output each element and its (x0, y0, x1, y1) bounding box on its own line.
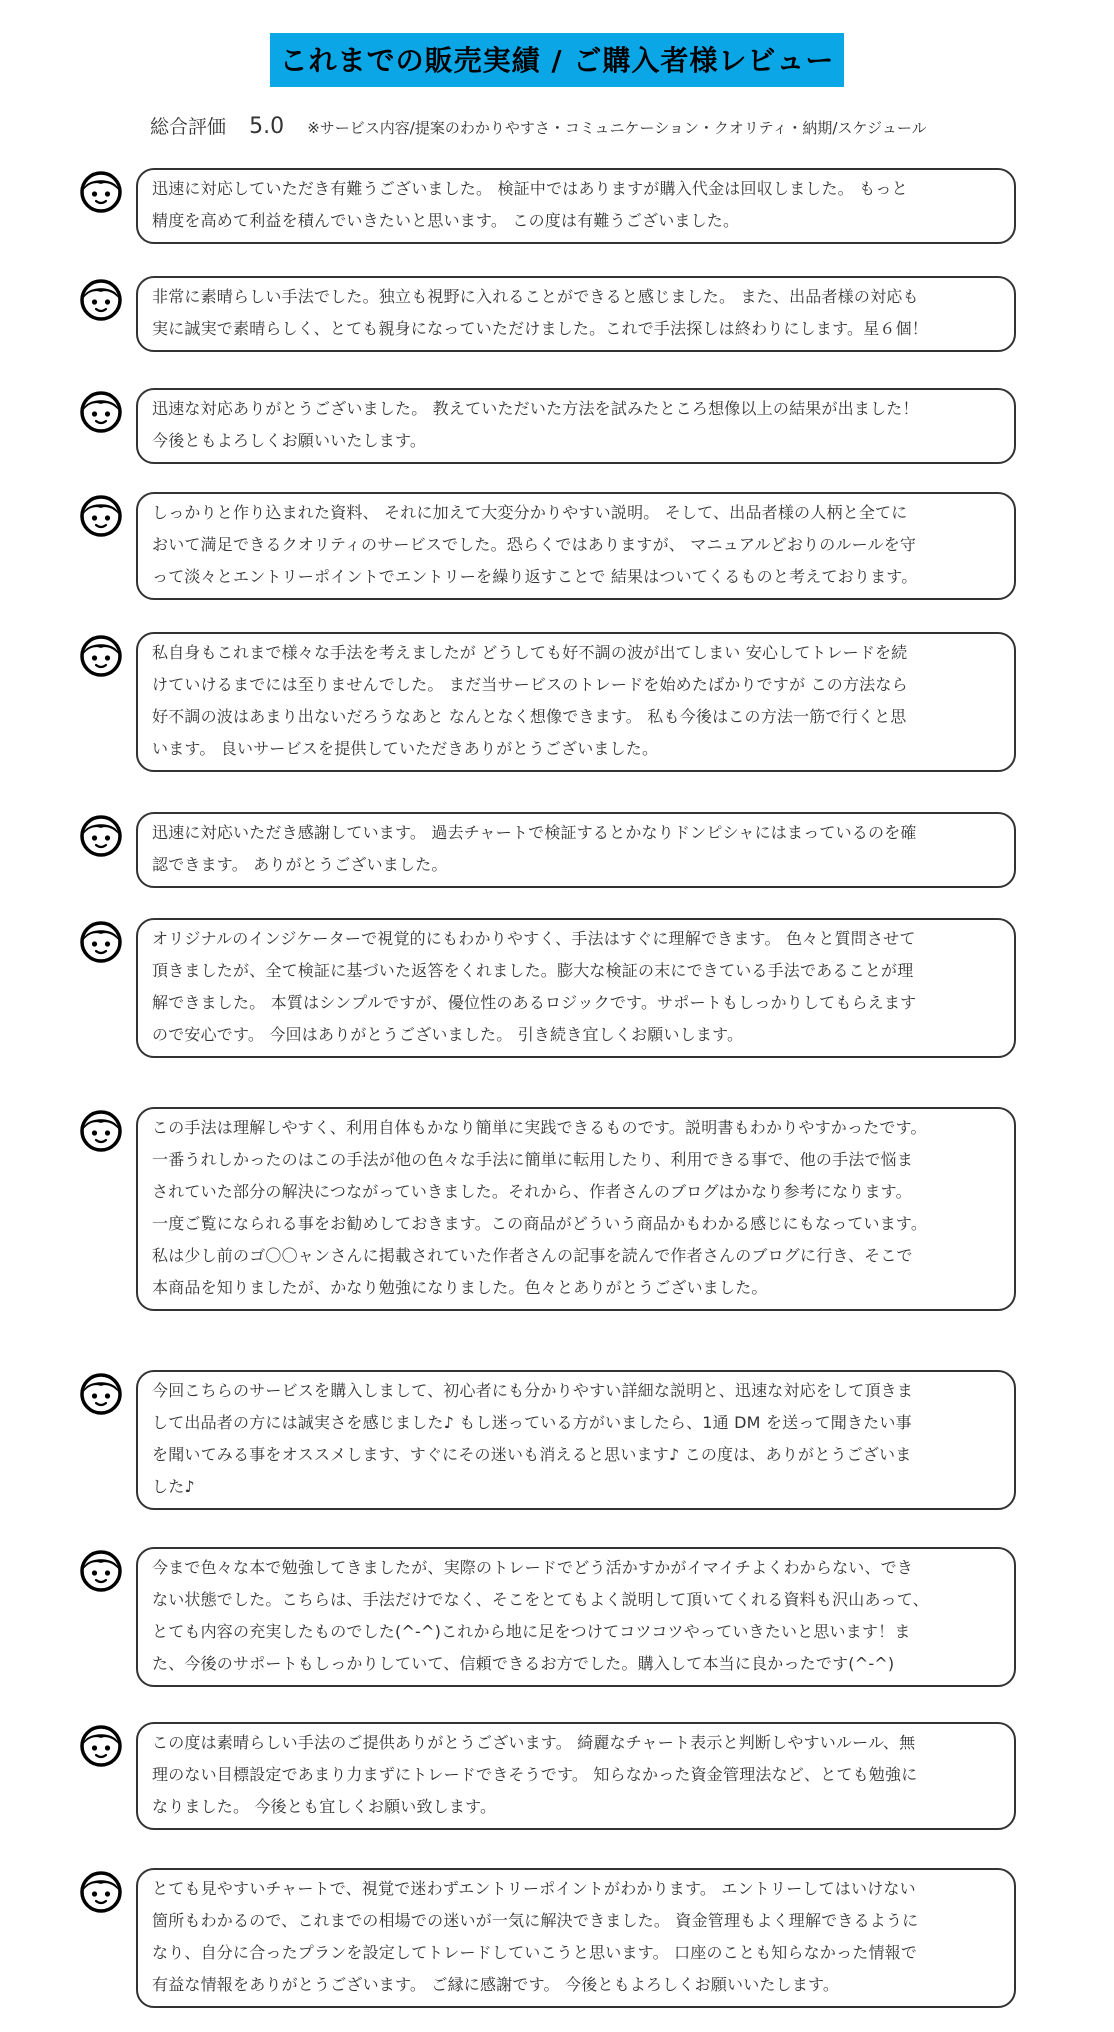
review-text-line: 迅速に対応していただき有難うございました。 検証中ではありますが購入代金は回収しました。 もっと (152, 179, 908, 198)
review-bubble (136, 276, 1016, 352)
reviewer-avatar-icon (80, 635, 122, 677)
page-title: これまでの販売実績 / ご購入者様レビュー (270, 33, 845, 87)
review-text-line: 好不調の波はあまり出ないだろうなあと なんとなく想像できます。 私も今後はこの方法一筋で行くと思 (152, 707, 907, 726)
rating-note: ※サービス内容/提案のわかりやすさ・コミュニケーション・クオリティ・納期/スケジュール (307, 119, 927, 137)
review-text-line: って淡々とエントリーポイントでエントリーを繰り返すことで 結果はついてくるものと考えております。 (152, 567, 918, 586)
review-bubble (136, 1107, 1016, 1311)
review-text-line: なり、自分に合ったプランを設定してトレードしていこうと思います。 口座のことも知らなかった情報で (152, 1943, 918, 1962)
review-text-line: けていけるまでには至りませんでした。 まだ当サービスのトレードを始めたばかりですが この方法なら (152, 675, 908, 694)
reviewer-avatar-icon (80, 171, 122, 213)
review-text-line: とても内容の充実したものでした(^-^)これから地に足をつけてコツコツやっていきたいと思います！ま (152, 1622, 911, 1641)
review-text-line: おいて満足できるクオリティのサービスでした。恐らくではありますが、 マニュアルどおりのルールを守 (152, 535, 917, 554)
reviewer-avatar-icon (80, 815, 122, 857)
review-text-line: 私自身もこれまで様々な手法を考えましたが どうしても好不調の波が出てしまい 安心してトレードを続 (152, 643, 908, 662)
rating-label: 総合評価 (150, 116, 227, 138)
review-text-line: 一度ご覧になられる事をお勧めしておきます。この商品がどういう商品かもわかる感じにもなっています。 (152, 1214, 928, 1233)
review-text-line: 非常に素晴らしい手法でした。独立も視野に入れることができると感じました。 また、出品者様の対応も (152, 287, 919, 306)
reviewer-avatar-icon (80, 1110, 122, 1152)
review-text-line: 箇所もわかるので、これまでの相場での迷いが一気に解決できました。 資金管理もよく理解できるように (152, 1911, 919, 1930)
review-text-line: 一番うれしかったのはこの手法が他の色々な手法に簡単に転用したり、利用できる事で、他の手法で悩ま (152, 1150, 914, 1169)
reviewer-avatar-icon (80, 1725, 122, 1767)
review-text-line: この手法は理解しやすく、利用自体もかなり簡単に実践できるものです。説明書もわかりやすかったです。 (152, 1118, 927, 1137)
reviewer-avatar-icon (80, 495, 122, 537)
review-text-line: 本商品を知りましたが、かなり勉強になりました。色々とありがとうございました。 (152, 1278, 768, 1297)
reviewer-avatar-icon (80, 921, 122, 963)
review-text-line: た、今後のサポートもしっかりしていて、信頼できるお方でした。購入して本当に良かったです(^-^) (152, 1654, 895, 1673)
review-text-line: 実に誠実で素晴らしく、とても親身になっていただけました。これで手法探しは終わりにします。星６個！ (152, 319, 929, 338)
review-bubble (136, 918, 1016, 1058)
rating-score: 5.0 (249, 114, 285, 139)
review-text-line: なりました。 今後とも宜しくお願い致します。 (152, 1797, 497, 1816)
review-text-line: います。 良いサービスを提供していただきありがとうございました。 (152, 739, 659, 758)
review-bubble (136, 388, 1016, 464)
review-text-line: オリジナルのインジケーターで視覚的にもわかりやすく、手法はすぐに理解できます。 色々と質問させて (152, 929, 916, 948)
overall-rating (150, 112, 927, 139)
review-text-line: 今回こちらのサービスを購入しまして、初心者にも分かりやすい詳細な説明と、迅速な対応をして頂きま (152, 1381, 914, 1400)
review-text-line: した♪ (152, 1477, 195, 1496)
review-bubble (136, 492, 1016, 600)
reviewer-avatar-icon (80, 1373, 122, 1415)
review-text-line: して出品者の方には誠実さを感じました♪ もし迷っている方がいましたら、1通 DM を送って聞きたい事 (152, 1413, 912, 1432)
review-text-line: 解できました。 本質はシンプルですが、優位性のあるロジックです。サポートもしっかりしてもらえます (152, 993, 917, 1012)
review-text-line: とても見やすいチャートで、視覚で迷わずエントリーポイントがわかります。 エントリーしてはいけない (152, 1879, 916, 1898)
reviewer-avatar-icon (80, 1550, 122, 1592)
review-text-line: 認できます。 ありがとうございました。 (152, 855, 448, 874)
review-text-line: 迅速な対応ありがとうございました。 教えていただいた方法を試みたところ想像以上の結果が出ました！ (152, 399, 919, 418)
review-bubble (136, 632, 1016, 772)
review-text-line: 理のない目標設定であまり力まずにトレードできそうです。 知らなかった資金管理法など、とても勉強に (152, 1765, 918, 1784)
title-wrap (0, 33, 1114, 87)
review-text-line: 今後ともよろしくお願いいたします。 (152, 431, 427, 450)
review-text-line: この度は素晴らしい手法のご提供ありがとうございます。 綺麗なチャート表示と判断しやすいルール、無 (152, 1733, 916, 1752)
review-text-line: 有益な情報をありがとうございます。 ご縁に感謝です。 今後ともよろしくお願いいたします。 (152, 1975, 840, 1994)
review-text-line: を聞いてみる事をオススメします、すぐにその迷いも消えると思います♪ この度は、ありがとうございま (152, 1445, 912, 1464)
review-text-line: 迅速に対応いただき感謝しています。 過去チャートで検証するとかなりドンピシャにはまっているのを確 (152, 823, 917, 842)
review-text-line: 精度を高めて利益を積んでいきたいと思います。 この度は有難うございました。 (152, 211, 740, 230)
review-bubble (136, 1722, 1016, 1830)
review-bubble (136, 1868, 1016, 2008)
reviewer-avatar-icon (80, 279, 122, 321)
review-text-line: 私は少し前のゴ〇〇ャンさんに掲載されていた作者さんの記事を読んで作者さんのブログに行き、そこで (152, 1246, 913, 1265)
review-bubble (136, 1370, 1016, 1510)
review-text-line: されていた部分の解決につながっていきました。それから、作者さんのブログはかなり参考になります。 (152, 1182, 912, 1201)
review-bubble (136, 812, 1016, 888)
review-text-line: ない状態でした。こちらは、手法だけでなく、そこをとてもよく説明して頂いてくれる資料も沢山あって、 (152, 1590, 929, 1609)
review-text-line: 頂きましたが、全て検証に基づいた返答をくれました。膨大な検証の末にできている手法であることが理 (152, 961, 914, 980)
review-text-line: しっかりと作り込まれた資料、 それに加えて大変分かりやすい説明。 そして、出品者様の人柄と全てに (152, 503, 908, 522)
review-bubble (136, 168, 1016, 244)
review-bubble (136, 1547, 1016, 1687)
reviewer-avatar-icon (80, 391, 122, 433)
review-text-line: ので安心です。 今回はありがとうございました。 引き続き宜しくお願いします。 (152, 1025, 744, 1044)
review-text-line: 今まで色々な本で勉強してきましたが、実際のトレードでどう活かすかがイマイチよくわからない、でき (152, 1558, 914, 1577)
reviewer-avatar-icon (80, 1871, 122, 1913)
